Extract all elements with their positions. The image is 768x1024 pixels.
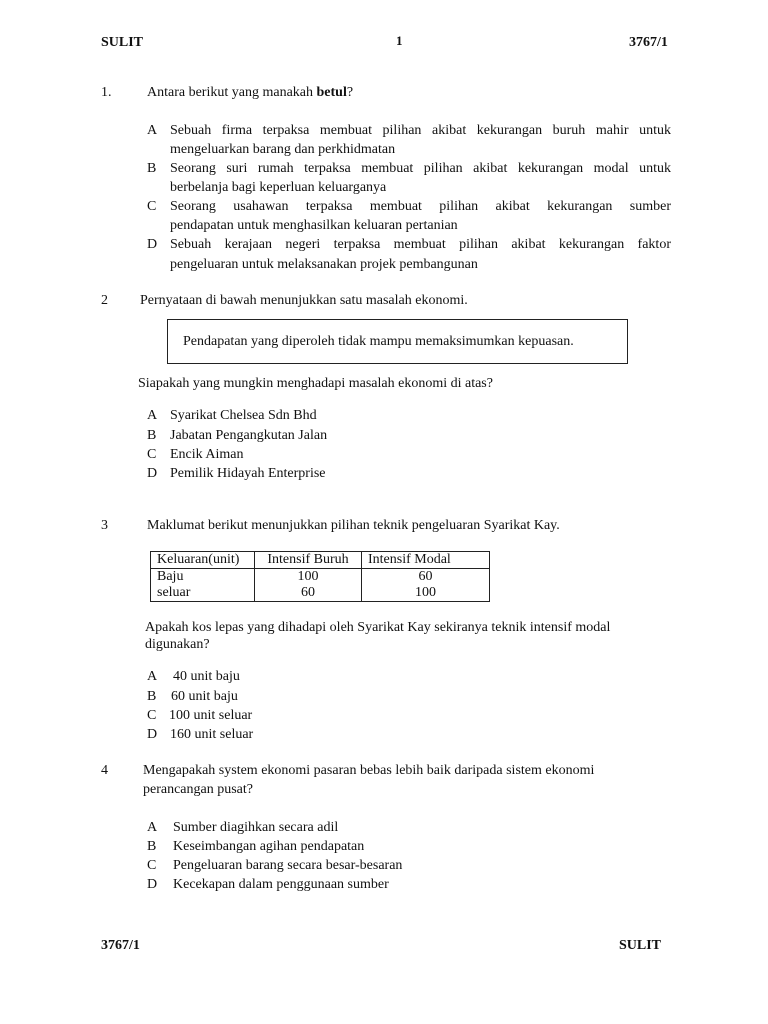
option-letter: D [147, 237, 158, 252]
table-row [151, 569, 490, 586]
option-letter: A [147, 820, 158, 835]
option-letter: A [147, 669, 158, 684]
option-letter: C [147, 447, 157, 462]
table-cell: Baju [151, 569, 255, 586]
option-text-cont: mengeluarkan barang dan perkhidmatan [170, 142, 396, 157]
question-number: 1. [101, 85, 112, 100]
question-stem-cont: perancangan pusat? [143, 782, 253, 797]
option-text-cont: pendapatan untuk menghasilkan keluaran pertanian [170, 218, 458, 233]
option-text: 60 unit baju [171, 689, 238, 704]
question-stem: Pernyataan di bawah menunjukkan satu masalah ekonomi. [140, 293, 468, 308]
table-cell: 60 [255, 585, 362, 602]
question-prompt: Apakah kos lepas yang dihadapi oleh Syarikat Kay sekiranya teknik intensif modal [145, 620, 611, 635]
option-text: Seorang suri rumah terpaksa membuat pilihan akibat kekurangan modal untuk [170, 161, 671, 176]
option-text: 40 unit baju [173, 669, 240, 684]
page-number: 1 [396, 33, 403, 48]
option-text: Sebuah kerajaan negeri terpaksa membuat pilihan akibat kekurangan faktor [170, 237, 671, 252]
table-cell: 100 [362, 585, 490, 602]
footer-classification: SULIT [619, 938, 662, 953]
footer-paper-code: 3767/1 [101, 938, 140, 953]
option-text: Syarikat Chelsea Sdn Bhd [170, 408, 317, 423]
option-letter: B [147, 839, 157, 854]
option-letter: B [147, 428, 157, 443]
question-number: 4 [101, 763, 108, 778]
question-stem: Maklumat berikut menunjukkan pilihan teknik pengeluaran Syarikat Kay. [147, 518, 560, 533]
table-header-row [151, 552, 490, 569]
table-cell: seluar [151, 585, 255, 602]
option-text: 160 unit seluar [170, 727, 254, 742]
option-text: Kecekapan dalam penggunaan sumber [173, 877, 389, 892]
option-letter: C [147, 199, 157, 214]
option-text-cont: pengeluaran untuk melaksanakan projek pembangunan [170, 257, 478, 272]
option-text: Jabatan Pengangkutan Jalan [170, 428, 328, 443]
table-header-cell: Intensif Modal [362, 552, 490, 569]
statement-text: Pendapatan yang diperoleh tidak mampu memaksimumkan kepuasan. [183, 334, 574, 349]
option-letter: A [147, 123, 158, 138]
header-paper-code: 3767/1 [629, 35, 668, 50]
question-number: 2 [101, 293, 108, 308]
question-prompt: Siapakah yang mungkin menghadapi masalah ekonomi di atas? [138, 376, 493, 391]
table-cell: 60 [362, 569, 490, 586]
option-text: Seorang usahawan terpaksa membuat pilihan akibat kekurangan sumber [170, 199, 671, 214]
stem-text: Antara berikut yang manakah [147, 85, 317, 100]
option-letter: D [147, 877, 158, 892]
header-classification: SULIT [101, 35, 144, 50]
table-header-cell: Intensif Buruh [255, 552, 362, 569]
option-text: Encik Aiman [170, 447, 244, 462]
option-letter: A [147, 408, 158, 423]
option-text: Pemilik Hidayah Enterprise [170, 466, 326, 481]
option-letter: C [147, 708, 157, 723]
question-prompt-cont: digunakan? [145, 637, 210, 652]
question-stem: Mengapakah system ekonomi pasaran bebas lebih baik daripada sistem ekonomi [143, 763, 595, 778]
option-letter: B [147, 689, 157, 704]
option-letter: D [147, 727, 158, 742]
table-cell: 100 [255, 569, 362, 586]
option-letter: D [147, 466, 158, 481]
question-stem [147, 85, 353, 101]
stem-emphasis: betul [316, 85, 347, 100]
option-letter: C [147, 858, 157, 873]
production-technique-table [150, 551, 490, 602]
option-text: Keseimbangan agihan pendapatan [173, 839, 365, 854]
statement-box [167, 319, 628, 364]
table-header-cell: Keluaran(unit) [151, 552, 255, 569]
question-number: 3 [101, 518, 108, 533]
option-letter: B [147, 161, 157, 176]
option-text: Sumber diagihkan secara adil [173, 820, 339, 835]
table-row [151, 585, 490, 602]
option-text: Pengeluaran barang secara besar-besaran [173, 858, 403, 873]
option-text: Sebuah firma terpaksa membuat pilihan akibat kekurangan buruh mahir untuk [170, 123, 671, 138]
option-text-cont: berbelanja bagi keperluan keluarganya [170, 180, 387, 195]
stem-punctuation: ? [346, 85, 354, 100]
option-text: 100 unit seluar [169, 708, 253, 723]
